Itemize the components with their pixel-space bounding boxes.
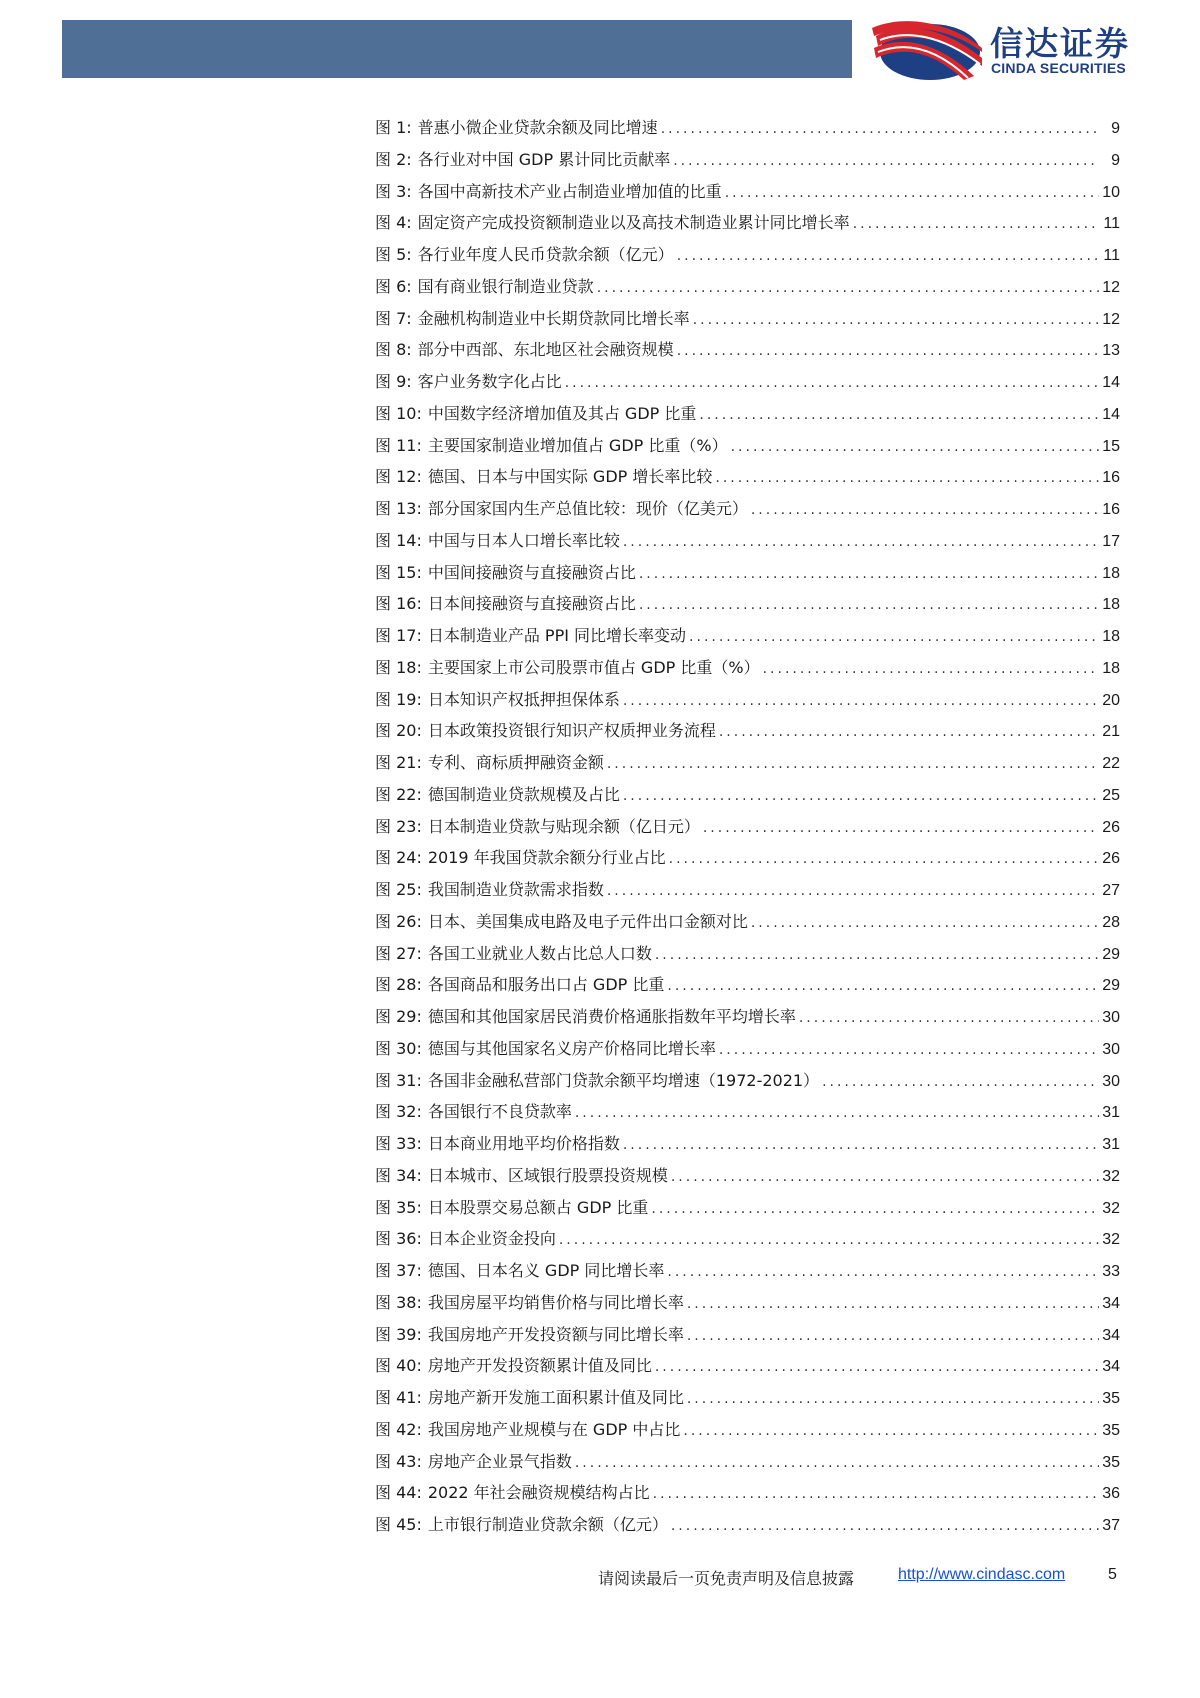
figure-label: 图 30:: [375, 1038, 422, 1058]
figure-list-item[interactable]: [375, 1065, 1120, 1097]
dot-leader: [671, 1162, 1099, 1194]
figure-label: 图 42:: [375, 1419, 422, 1439]
footer-website-link[interactable]: http://www.cindasc.com: [898, 1566, 1066, 1583]
figure-page-number: 11: [1103, 215, 1120, 233]
page-number: 5: [1108, 1566, 1117, 1583]
figure-list-item[interactable]: [375, 112, 1120, 144]
figure-page-number: 26: [1102, 818, 1120, 836]
figure-page-number: 29: [1102, 977, 1120, 995]
figure-title: 日本商业用地平均价格指数: [427, 1134, 620, 1153]
figure-page-number: 36: [1102, 1485, 1120, 1503]
figure-list-item[interactable]: [375, 493, 1120, 525]
figure-label: 图 17:: [375, 626, 422, 645]
figure-title: 我国房地产业规模与在 GDP 中占比: [427, 1419, 681, 1439]
figure-list-item[interactable]: [375, 1192, 1120, 1224]
figure-page-number: 18: [1102, 596, 1120, 614]
dot-leader: [639, 590, 1099, 622]
figure-page-number: 30: [1102, 1009, 1120, 1026]
dot-leader: [623, 686, 1099, 718]
figure-title: 日本政策投资银行知识产权质押业务流程: [427, 721, 716, 741]
figure-list-item[interactable]: [375, 144, 1120, 176]
figure-list-item[interactable]: [375, 684, 1120, 716]
figure-page-number: 10: [1102, 183, 1120, 201]
figure-page-number: 22: [1102, 755, 1120, 772]
figure-page-number: 14: [1102, 405, 1120, 423]
dot-leader: [623, 1130, 1099, 1162]
figure-page-number: 18: [1102, 659, 1120, 677]
figure-label: 图 38:: [375, 1292, 422, 1312]
figure-label: 图 32:: [375, 1102, 422, 1122]
dot-leader: [661, 114, 1099, 146]
figure-title: 各国中高新技术产业占制造业增加值的比重: [417, 181, 722, 201]
figure-title: 房地产企业景气指数: [427, 1451, 572, 1471]
figure-title: 德国与其他国家名义房产价格同比增长率: [427, 1038, 716, 1058]
figure-page-number: 31: [1102, 1104, 1120, 1122]
figure-title: 日本、美国集成电路及电子元件出口金额对比: [427, 911, 748, 931]
figure-title: 国有商业银行制造业贷款: [417, 276, 594, 296]
dot-leader: [799, 1003, 1099, 1035]
figure-label: 图 5:: [375, 245, 412, 264]
dot-leader: [689, 622, 1099, 654]
figure-title: 主要国家制造业增加值占 GDP 比重（%）: [427, 435, 728, 455]
figure-list-item[interactable]: [375, 334, 1120, 366]
figure-list-item[interactable]: [375, 969, 1120, 1001]
figure-label: 图 39:: [375, 1324, 422, 1344]
dot-leader: [703, 813, 1099, 845]
dot-leader: [751, 495, 1099, 527]
dot-leader: [559, 1225, 1099, 1257]
figure-list-item[interactable]: [375, 271, 1120, 303]
figure-title: 客户业务数字化占比: [417, 372, 562, 391]
dot-leader: [687, 1289, 1099, 1321]
figure-page-number: 35: [1102, 1390, 1120, 1407]
figure-label: 图 7:: [375, 308, 412, 328]
figure-title: 日本股票交易总额占 GDP 比重: [427, 1197, 649, 1217]
dot-leader: [751, 908, 1099, 940]
figure-label: 图 23:: [375, 816, 422, 836]
figure-title: 部分国家国内生产总值比较：现价（亿美元）: [427, 499, 748, 518]
figure-title: 日本间接融资与直接融资占比: [427, 594, 636, 614]
figure-title: 各行业年度人民币贷款余额（亿元）: [417, 245, 674, 264]
figure-label: 图 13:: [375, 499, 422, 518]
dot-leader: [677, 241, 1099, 273]
figure-list-item[interactable]: [375, 1287, 1120, 1319]
figure-label: 图 40:: [375, 1356, 422, 1376]
footer: [560, 1566, 1120, 1590]
figure-title: 德国和其他国家居民消费价格通胀指数年平均增长率: [427, 1007, 796, 1026]
figure-title: 2022 年社会融资规模结构占比: [427, 1483, 650, 1503]
figure-list-item[interactable]: [375, 906, 1120, 938]
figure-page-number: 16: [1102, 501, 1120, 518]
figure-title: 日本城市、区域银行股票投资规模: [427, 1165, 668, 1185]
figure-title: 日本制造业产品 PPI 同比增长率变动: [427, 626, 687, 645]
dot-leader: [853, 209, 1099, 241]
figure-title: 专利、商标质押融资金额: [427, 753, 604, 772]
figure-page-number: 33: [1102, 1263, 1120, 1280]
dot-leader: [731, 432, 1099, 464]
figure-label: 图 10:: [375, 403, 422, 423]
figure-list-item[interactable]: [375, 874, 1120, 906]
figure-label: 图 37:: [375, 1261, 422, 1280]
figure-page-number: 20: [1102, 691, 1120, 709]
figure-label: 图 3:: [375, 181, 412, 201]
figure-page-number: 9: [1111, 151, 1120, 169]
dot-leader: [683, 1416, 1099, 1448]
figure-list-item[interactable]: [375, 1414, 1120, 1446]
figure-page-number: 37: [1102, 1517, 1120, 1534]
figure-page-number: 34: [1102, 1326, 1120, 1344]
dot-leader: [687, 1384, 1099, 1416]
figure-label: 图 9:: [375, 372, 412, 391]
cinda-logo-icon: [870, 18, 985, 82]
figure-title: 普惠小微企业贷款余额及同比增速: [417, 118, 658, 137]
figure-list-item[interactable]: [375, 1350, 1120, 1382]
figure-label: 图 21:: [375, 753, 422, 772]
figure-title: 各国非金融私营部门贷款余额平均增速（1972-2021）: [427, 1070, 820, 1090]
figure-label: 图 31:: [375, 1070, 422, 1090]
dot-leader: [669, 844, 1099, 876]
header-bar: [62, 20, 852, 78]
figure-label: 图 2:: [375, 149, 412, 169]
figure-list-item[interactable]: [375, 1509, 1120, 1541]
dot-leader: [667, 971, 1099, 1003]
dot-leader: [763, 654, 1099, 686]
figure-list-item[interactable]: [375, 715, 1120, 747]
figure-list-item[interactable]: [375, 303, 1120, 335]
figure-title: 各行业对中国 GDP 累计同比贡献率: [417, 149, 671, 169]
figure-page-number: 18: [1102, 628, 1120, 645]
figure-label: 图 36:: [375, 1229, 422, 1249]
figure-list-item[interactable]: [375, 779, 1120, 811]
figure-list-item[interactable]: [375, 1033, 1120, 1065]
figure-title: 固定资产完成投资额制造业以及高技术制造业累计同比增长率: [417, 213, 850, 233]
figure-page-number: 12: [1102, 278, 1120, 296]
dot-leader: [651, 1194, 1099, 1226]
figure-label: 图 25:: [375, 880, 422, 899]
dot-leader: [607, 876, 1099, 908]
figure-page-number: 14: [1102, 374, 1120, 391]
figure-label: 图 19:: [375, 689, 422, 709]
figure-list-item[interactable]: [375, 652, 1120, 684]
figure-label: 图 22:: [375, 784, 422, 804]
figure-page-number: 9: [1111, 120, 1120, 137]
figure-list-item[interactable]: [375, 1446, 1120, 1478]
figure-label: 图 44:: [375, 1483, 422, 1503]
figure-title: 中国数字经济增加值及其占 GDP 比重: [427, 403, 697, 423]
figure-title: 中国间接融资与直接融资占比: [427, 562, 636, 582]
figure-list-item[interactable]: [375, 461, 1120, 493]
brand-logo: [870, 18, 1170, 82]
figure-list-item[interactable]: [375, 1160, 1120, 1192]
figure-title: 2019 年我国贷款余额分行业占比: [427, 848, 666, 868]
figure-title: 主要国家上市公司股票市值占 GDP 比重（%）: [427, 657, 760, 677]
figure-label: 图 16:: [375, 594, 422, 614]
figure-page-number: 31: [1102, 1136, 1120, 1153]
figure-title: 房地产开发投资额累计值及同比: [427, 1356, 652, 1376]
figure-page-number: 17: [1102, 532, 1120, 550]
footer-disclaimer: 请阅读最后一页免责声明及信息披露: [598, 1569, 855, 1588]
dot-leader: [575, 1098, 1099, 1130]
figure-list-item[interactable]: [375, 811, 1120, 843]
figure-label: 图 35:: [375, 1197, 422, 1217]
figure-label: 图 45:: [375, 1515, 422, 1534]
figure-list-item[interactable]: [375, 1223, 1120, 1255]
figure-page-number: 35: [1102, 1453, 1120, 1471]
figure-page-number: 26: [1102, 850, 1120, 868]
figure-label: 图 26:: [375, 911, 422, 931]
dot-leader: [687, 1321, 1099, 1353]
figure-page-number: 32: [1102, 1167, 1120, 1185]
dot-leader: [655, 1352, 1099, 1384]
figure-list-item[interactable]: [375, 207, 1120, 239]
figure-list-item[interactable]: [375, 1477, 1120, 1509]
figure-page-number: 18: [1102, 564, 1120, 582]
figure-label: 图 29:: [375, 1007, 422, 1026]
dot-leader: [655, 940, 1099, 972]
figure-page-number: 35: [1102, 1421, 1120, 1439]
figure-title: 日本知识产权抵押担保体系: [427, 689, 620, 709]
figure-list-item[interactable]: [375, 557, 1120, 589]
figure-title: 德国、日本与中国实际 GDP 增长率比较: [427, 467, 713, 487]
figure-label: 图 12:: [375, 467, 422, 487]
figure-title: 中国与日本人口增长率比较: [427, 530, 620, 550]
figure-label: 图 11:: [375, 435, 422, 455]
dot-leader: [597, 273, 1099, 305]
dot-leader: [607, 749, 1099, 781]
figure-list-item[interactable]: [375, 525, 1120, 557]
figure-title: 各国商品和服务出口占 GDP 比重: [427, 975, 665, 995]
figure-page-number: 32: [1102, 1199, 1120, 1217]
figure-label: 图 6:: [375, 276, 412, 296]
figure-list-item[interactable]: [375, 588, 1120, 620]
figure-title: 金融机构制造业中长期贷款同比增长率: [417, 308, 690, 328]
dot-leader: [667, 1257, 1099, 1289]
dot-leader: [623, 527, 1099, 559]
figure-label: 图 27:: [375, 943, 422, 963]
figure-page-number: 13: [1102, 342, 1120, 360]
dot-leader: [719, 1035, 1099, 1067]
figure-list: [375, 112, 1120, 1541]
figure-page-number: 21: [1102, 723, 1120, 741]
dot-leader: [565, 368, 1099, 400]
figure-title: 日本制造业贷款与贴现余额（亿日元）: [427, 816, 700, 836]
figure-list-item[interactable]: [375, 176, 1120, 208]
figure-list-item[interactable]: [375, 1128, 1120, 1160]
figure-title: 部分中西部、东北地区社会融资规模: [417, 340, 674, 360]
figure-list-item[interactable]: [375, 239, 1120, 271]
figure-page-number: 29: [1102, 945, 1120, 963]
figure-label: 图 4:: [375, 213, 412, 233]
dot-leader: [693, 305, 1099, 337]
figure-page-number: 16: [1102, 469, 1120, 487]
dot-leader: [719, 717, 1099, 749]
dot-leader: [673, 146, 1099, 178]
figure-title: 我国房屋平均销售价格与同比增长率: [427, 1292, 684, 1312]
figure-page-number: 11: [1103, 247, 1120, 264]
figure-page-number: 27: [1102, 882, 1120, 899]
figure-list-item[interactable]: [375, 1382, 1120, 1414]
figure-label: 图 18:: [375, 657, 422, 677]
figure-page-number: 32: [1102, 1231, 1120, 1249]
figure-list-item[interactable]: [375, 842, 1120, 874]
figure-list-item[interactable]: [375, 398, 1120, 430]
figure-list-item[interactable]: [375, 1319, 1120, 1351]
figure-title: 我国制造业贷款需求指数: [427, 880, 604, 899]
figure-label: 图 43:: [375, 1451, 422, 1471]
figure-title: 我国房地产开发投资额与同比增长率: [427, 1324, 684, 1344]
figure-label: 图 15:: [375, 562, 422, 582]
figure-list-item[interactable]: [375, 620, 1120, 652]
figure-list-item[interactable]: [375, 938, 1120, 970]
dot-leader: [699, 400, 1099, 432]
figure-title: 德国制造业贷款规模及占比: [427, 784, 620, 804]
figure-label: 图 24:: [375, 848, 422, 868]
dot-leader: [677, 336, 1099, 368]
figure-label: 图 33:: [375, 1134, 422, 1153]
dot-leader: [623, 781, 1099, 813]
figure-title: 德国、日本名义 GDP 同比增长率: [427, 1261, 665, 1280]
figure-label: 图 28:: [375, 975, 422, 995]
figure-list-item[interactable]: [375, 1255, 1120, 1287]
figure-list-item[interactable]: [375, 430, 1120, 462]
brand-name-en: CINDA SECURITIES: [991, 60, 1126, 76]
figure-list-item[interactable]: [375, 366, 1120, 398]
figure-label: 图 8:: [375, 340, 412, 360]
figure-title: 房地产新开发施工面积累计值及同比: [427, 1388, 684, 1407]
figure-page-number: 34: [1102, 1358, 1120, 1376]
dot-leader: [822, 1067, 1099, 1099]
figure-title: 各国银行不良贷款率: [427, 1102, 572, 1122]
figure-title: 上市银行制造业贷款余额（亿元）: [427, 1515, 668, 1534]
dot-leader: [725, 178, 1099, 210]
figure-page-number: 34: [1102, 1294, 1120, 1312]
figure-title: 日本企业资金投向: [427, 1229, 556, 1249]
figure-page-number: 30: [1102, 1040, 1120, 1058]
figure-list-item[interactable]: [375, 747, 1120, 779]
figure-list-item[interactable]: [375, 1001, 1120, 1033]
dot-leader: [639, 559, 1099, 591]
dot-leader: [653, 1479, 1099, 1511]
brand-name-cn: 信达证券: [990, 24, 1130, 63]
figure-list-item[interactable]: [375, 1096, 1120, 1128]
dot-leader: [671, 1511, 1099, 1543]
figure-label: 图 20:: [375, 721, 422, 741]
figure-label: 图 1:: [375, 118, 412, 137]
figure-page-number: 28: [1102, 913, 1120, 931]
figure-label: 图 34:: [375, 1165, 422, 1185]
figure-page-number: 12: [1102, 310, 1120, 328]
dot-leader: [715, 463, 1099, 495]
figure-page-number: 15: [1102, 437, 1120, 455]
figure-page-number: 30: [1102, 1072, 1120, 1090]
figure-title: 各国工业就业人数占比总人口数: [427, 943, 652, 963]
figure-label: 图 14:: [375, 530, 422, 550]
figure-page-number: 25: [1102, 786, 1120, 804]
dot-leader: [575, 1448, 1099, 1480]
figure-label: 图 41:: [375, 1388, 422, 1407]
